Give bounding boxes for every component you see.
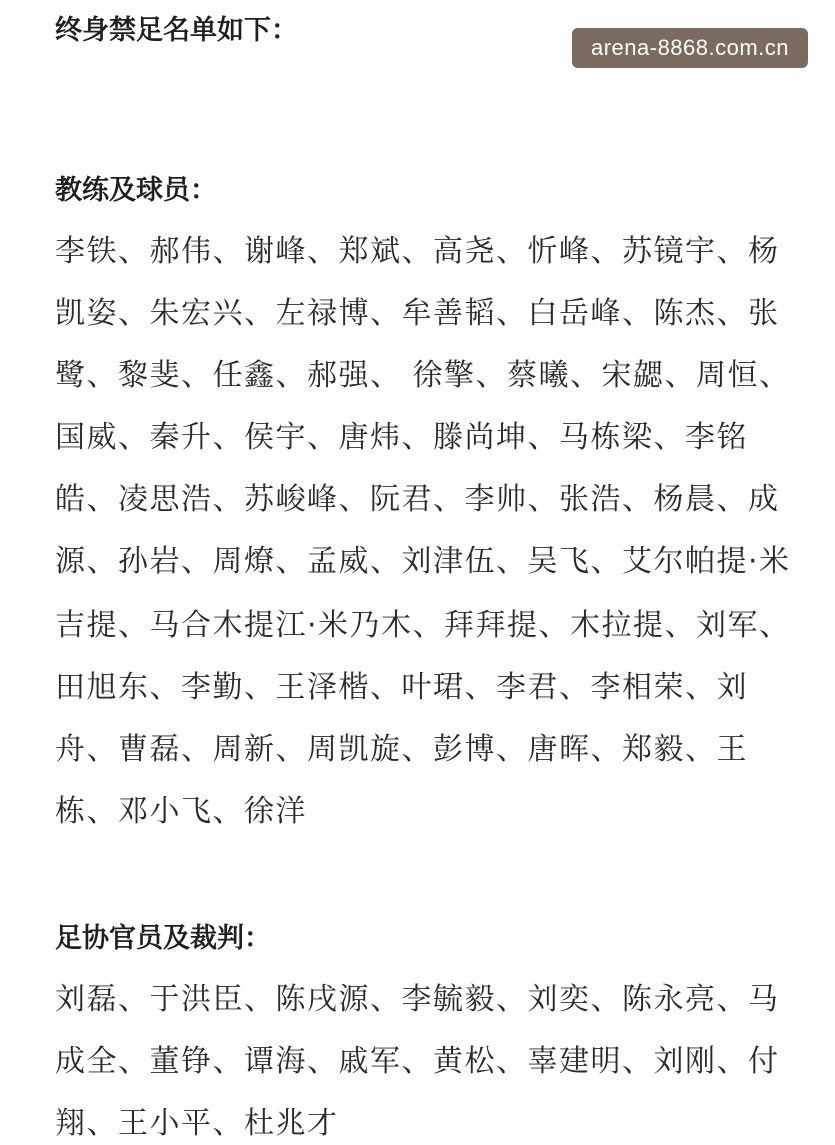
players-line-6: 源、孙岩、周燎、孟威、刘津伍、吴飞、艾尔帕提·米 [55, 544, 791, 579]
players-section-heading: 教练及球员： [55, 175, 217, 206]
watermark-badge: arena-8868.com.cn [572, 28, 808, 68]
officials-section-heading: 足协官员及裁判： [55, 923, 271, 954]
page-title: 终身禁足名单如下： [55, 15, 298, 46]
officials-line-2: 成全、董铮、谭海、戚军、黄松、辜建明、刘刚、付 [55, 1044, 780, 1079]
players-line-9: 舟、曹磊、周新、周凯旋、彭博、唐晖、郑毅、王 [55, 732, 748, 767]
officials-line-3: 翔、王小平、杜兆才 [55, 1106, 339, 1141]
players-line-4: 国威、秦升、侯宇、唐炜、滕尚坤、马栋梁、李铭 [55, 420, 748, 455]
players-line-3: 鹭、黎斐、任鑫、郝强、 徐擎、蔡曦、宋勰、周恒、 [55, 358, 791, 393]
officials-line-1: 刘磊、于洪臣、陈戌源、李毓毅、刘奕、陈永亮、马 [55, 982, 780, 1017]
players-line-7: 吉提、马合木提江·米乃木、拜拜提、木拉提、刘军、 [55, 608, 791, 643]
players-line-10: 栋、邓小飞、徐洋 [55, 794, 307, 829]
players-line-1: 李铁、郝伟、谢峰、郑斌、高尧、忻峰、苏镜宇、杨 [55, 234, 780, 269]
players-line-5: 皓、凌思浩、苏峻峰、阮君、李帅、张浩、杨晨、成 [55, 482, 780, 517]
players-line-2: 凯姿、朱宏兴、左禄博、牟善韬、白岳峰、陈杰、张 [55, 296, 780, 331]
players-line-8: 田旭东、李勤、王泽楷、叶珺、李君、李相荣、刘 [55, 670, 748, 705]
